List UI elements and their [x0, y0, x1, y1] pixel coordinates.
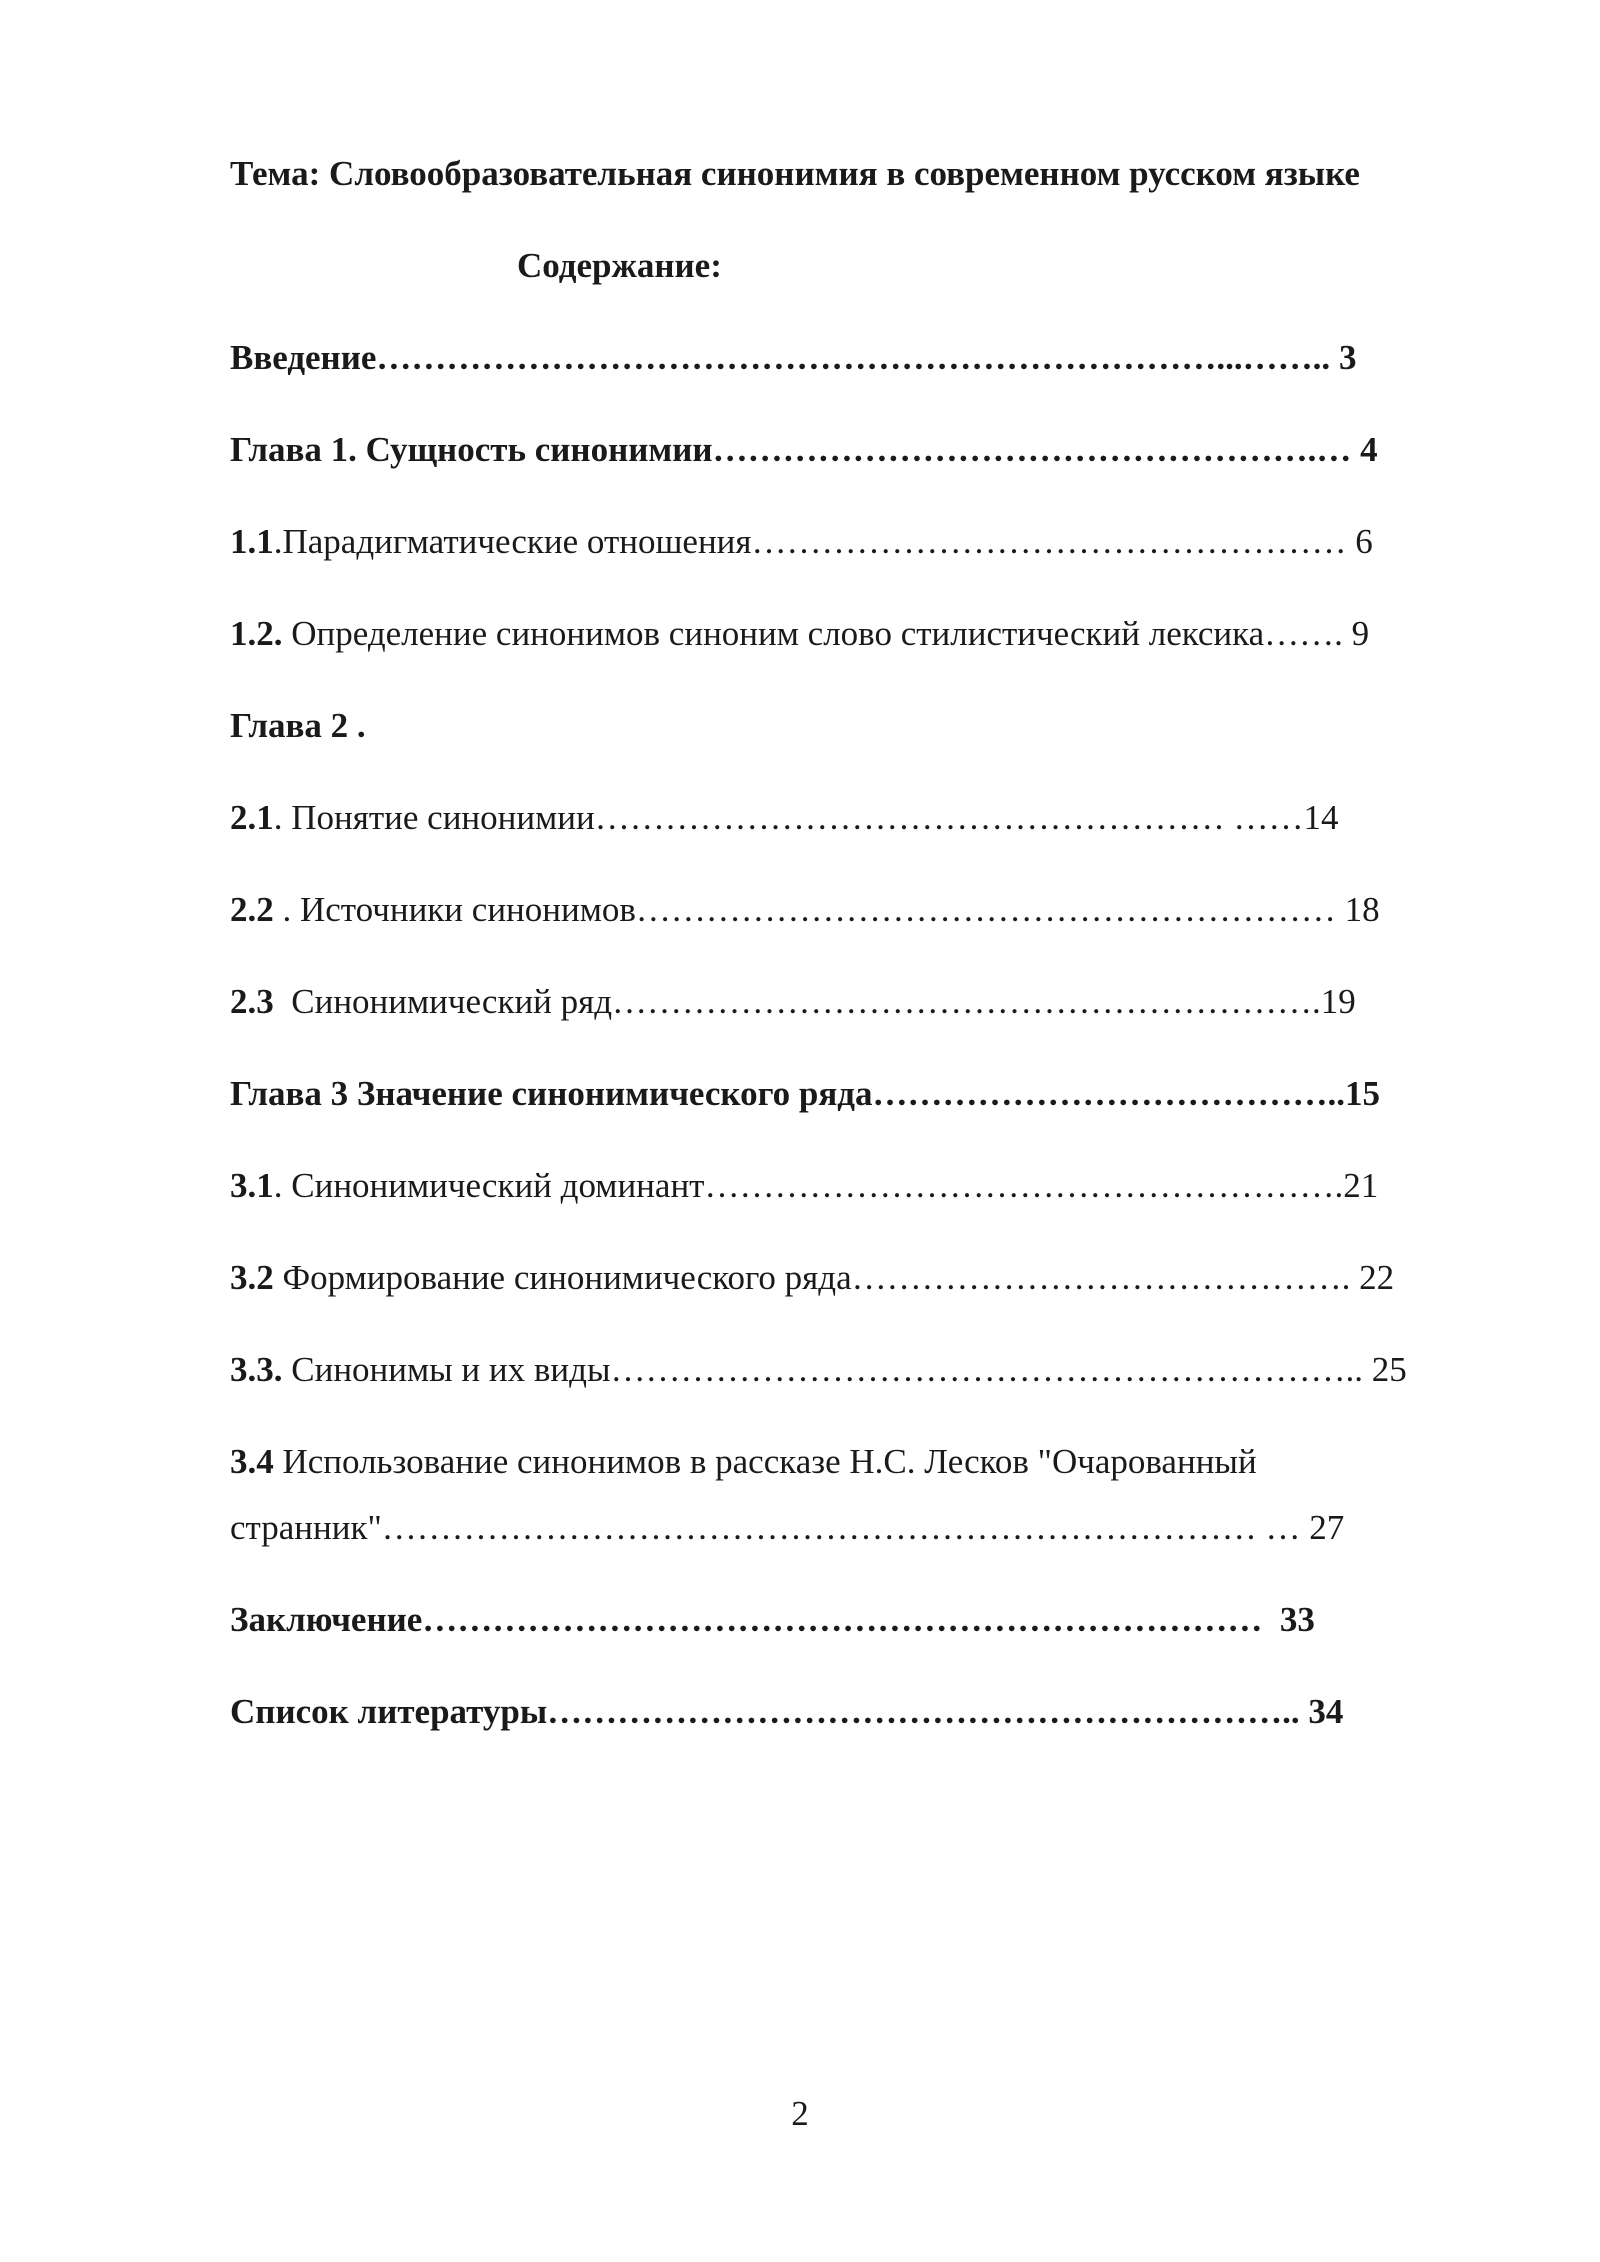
toc-item-number: 2.2 — [230, 890, 274, 929]
toc-item-3-1 — [230, 1164, 1378, 1208]
toc-item-chapter-1 — [230, 428, 1378, 472]
toc-item-3-4 — [230, 1440, 1257, 1484]
page-number: 2 — [791, 2094, 809, 2133]
toc-item-number: 3.1 — [230, 1166, 274, 1205]
toc-item-text: Определение синонимов синоним слово стилистический лексика……. 9 — [282, 614, 1370, 653]
toc-item-chapter-3: Глава 3 Значение синонимического ряда…………………………………..15 — [230, 1074, 1381, 1113]
toc-item-number: 3.2 — [230, 1258, 274, 1297]
toc-item-text: Синонимический ряд…………………………………………………….19 — [273, 982, 1356, 1021]
toc-item-text: . Источники синонимов…………………………………………………… 18 — [273, 890, 1380, 929]
toc-item-references: Список литературы……………………………………………………….. 34 — [230, 1692, 1344, 1731]
document-title: Тема: Словообразовательная синонимия в современном русском языке — [230, 154, 1360, 193]
toc-item-intro-page: 3 — [1330, 338, 1357, 377]
toc-item-2-3 — [230, 980, 1356, 1024]
toc-item-conclusion-page: 33 — [1262, 1600, 1315, 1639]
toc-item-text: . Понятие синонимии……………………………………………… ……14 — [273, 798, 1339, 837]
toc-item-1-2 — [230, 612, 1369, 656]
toc-item-number: 2.1 — [230, 798, 274, 837]
toc-item-conclusion — [230, 1598, 1315, 1642]
toc-item-number: 3.3. — [230, 1350, 283, 1389]
toc-item-number: 2.3 — [230, 982, 274, 1021]
toc-heading: Содержание: — [517, 246, 722, 285]
toc-item-text: . Синонимический доминант……………………………………………….21 — [273, 1166, 1379, 1205]
toc-item-number: 1.2. — [230, 614, 283, 653]
toc-item-intro — [230, 336, 1356, 380]
toc-item-chapter-1-page: 4 — [1351, 430, 1378, 469]
toc-item-text: .Парадигматические отношения…………………………………………… 6 — [273, 522, 1373, 561]
toc-item-3-3 — [230, 1348, 1407, 1392]
toc-item-text: Формирование синонимического ряда……………………………………. 22 — [273, 1258, 1395, 1297]
toc-item-text: Использование синонимов в рассказе Н.С. Лесков "Очарованный — [273, 1442, 1257, 1481]
toc-item-chapter-2: Глава 2 . — [230, 706, 366, 745]
toc-item-text: Синонимы и их виды……………………………………………………….. 25 — [282, 1350, 1407, 1389]
toc-item-1-1 — [230, 520, 1373, 564]
toc-item-number: 3.4 — [230, 1442, 274, 1481]
toc-item-number: 1.1 — [230, 522, 274, 561]
toc-item-intro-text: Введение………………………………………………………………...…….. — [230, 338, 1331, 377]
toc-item-3-4-continued: странник"………………………………………………………………… … 27 — [230, 1508, 1345, 1547]
toc-item-chapter-1-text: Глава 1. Сущность синонимии…………………………………………….… — [230, 430, 1352, 469]
toc-item-2-2 — [230, 888, 1380, 932]
toc-item-3-2 — [230, 1256, 1394, 1300]
toc-item-2-1 — [230, 796, 1338, 840]
toc-item-conclusion-text: Заключение……………………………………………………………… — [230, 1600, 1263, 1639]
